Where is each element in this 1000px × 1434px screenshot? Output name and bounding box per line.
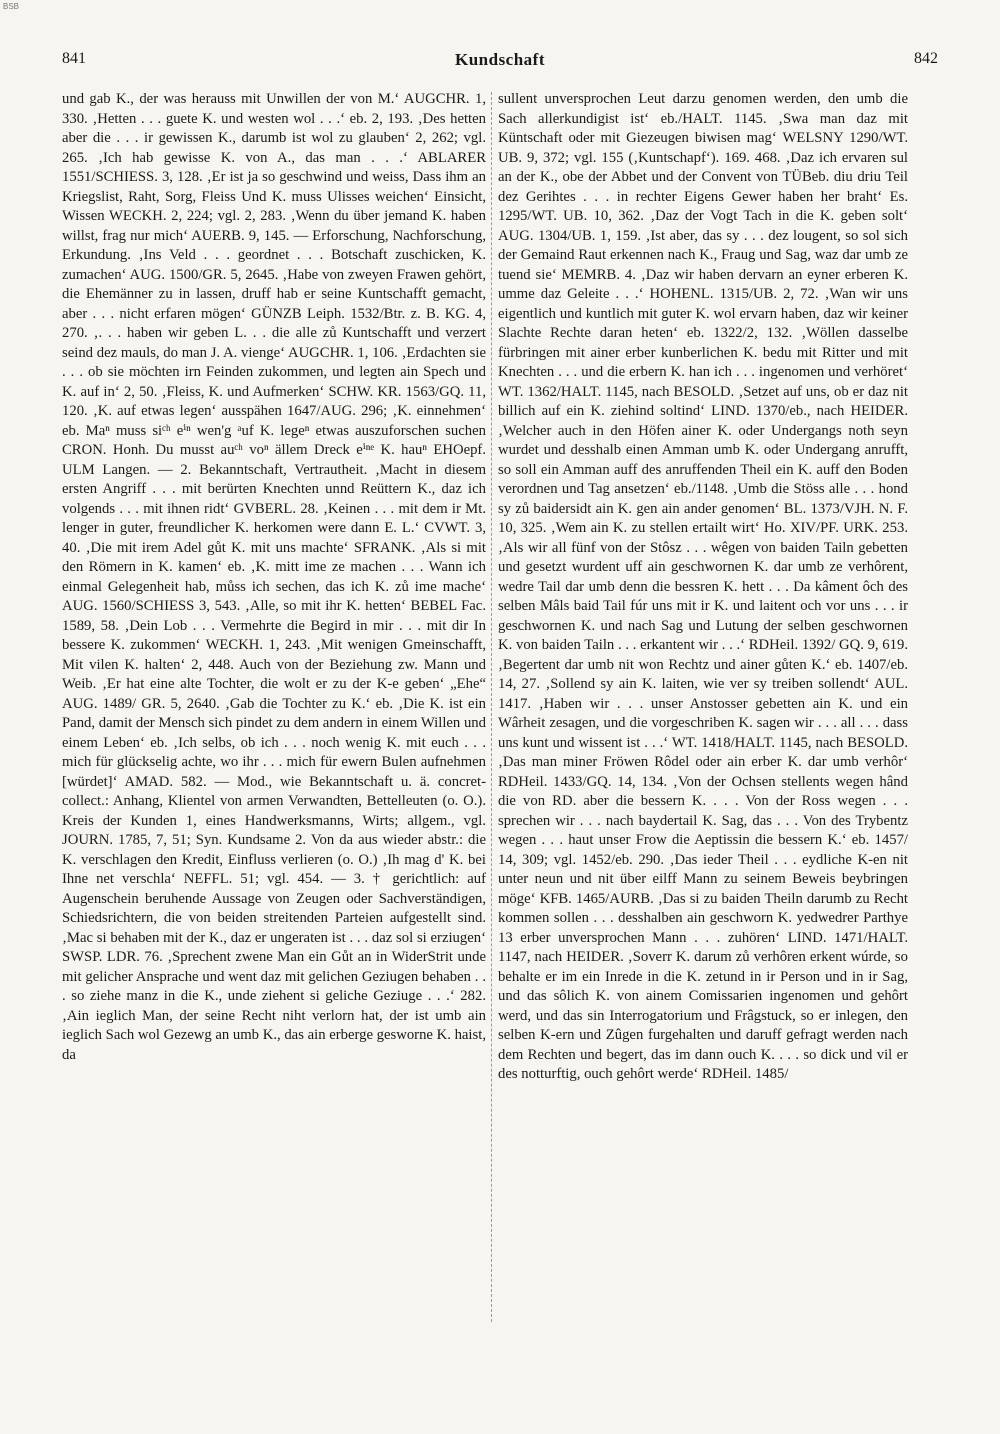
page-number-left: 841 xyxy=(62,50,86,67)
column-divider xyxy=(491,92,492,1322)
right-column-text: sullent unversprochen Leut darzu genomen werden, den umb die Sach allerkundigist ist‘ eb./HALT. 1145. ‚Swa man daz mit Küntschaft oder mit Giezeugen biwisen mag‘ WELSNY 1290/WT. UB. 9, 372; vgl. 155 (‚Kuntschapf‘). 169. 468. ‚Daz ich ervaren sul an der K., obe der Abbet und der Convent von TÜBeb. diu driu Teil dez Gerihtes . . . in rechter Eigens Gewer haben her braht‘ Es. 1295/WT. UB. 10, 362. ‚Daz der Vogt Tach in die K. geben solt‘ AUG. 1304/UB. 1, 159. ‚Ist aber, das sy . . . dez lougent, so sol sich der Gemaind Raut erkennen nach K., Fraug und Sag, waz dar umb ze tuend sie‘ MEMRB. 4. ‚Daz wir haben dervarn an eyner erberen K. umme daz Geleite . . .‘ HOHENL. 1315/UB. 2, 72. ‚Wan wir uns eigentlich und kuntlich mit guter K. wol ervarn haben, daz wir keiner Slachte Rechte daran heten‘ eb. 1322/2, 132. ‚Wöllen dasselbe fürbringen mit ainer erber kunberlichen K. bedu mit Ritter und mit Knechten . . . und die erbern K. han ich . . . ingenomen und verhöret‘ WT. 1362/HALT. 1145, nach BESOLD. ‚Setzet auf uns, ob er daz nit billich auf ein K. ziehind soltind‘ LIND. 1370/eb., nach HEIDER. ‚Welcher auch in den Höfen ainer K. oder Undergangs noth seyn wurdet und desshalb einen Amman umb K. oder Undergang anrufft, so soll ein Amman auff des anruffenden Theil ein K. auff den Boden verordnen und Tag ansetzen‘ eb./1148. ‚Umb die Stöss alle . . . hond sy zů baidersidt ain K. gen ain ander genomen‘ BL. 1373/VJH. N. F. 10, 325. ‚Wem ain K. zu stellen ertailt wirt‘ Ho. XIV/PF. URK. 253. ‚Als wir all fünf von der Stôsz . . . wêgen von baiden Tailn gebetten und gesetzt wurdent uff ain geschwornen K. dar umb ze verhôrent, wedre Tail dar umb denn die bessren K. hett . . . Da kâment ôch des selben Mâls baid Tail fúr uns mit ir K. und laitent och vor uns . . . ir geschwornen K. und nach Sag und Lutung der selben geschwornen K. von baiden Tailn . . . erkantent wir . . .‘ RDHeil. 1392/ GQ. 9, 619. ‚Begertent dar umb nit won Rechtz und ainer gůten K.‘ eb. 1407/eb. 14, 27. ‚Sollend sy ain K. laiten, wie ver sy treiben sollendt‘ AUL. 1417. ‚Haben wir . . . unser Anstosser gebetten ain K. und ein Wârheit zesagen, und die vorgeschriben K. sagen wir . . . all . . . dass uns kunt und wissent ist . . .‘ WT. 1418/HALT. 1145, nach BESOLD. ‚Das man miner Fröwen Rôdel oder ain erber K. dar umb verhôr‘ RDHeil. 1433/GQ. 14, 134. ‚Von der Ochsen stellents wegen hând die von RD. aber die bessern K. . . . Von der Ross wegen . . . sprechen wir . . . nach baydertail K. Sag, das . . . Von des Trybentz wegen . . . haut unser Frow die Aeptissin die bessern K.‘ eb. 1457/ 14, 309; vgl. 1452/eb. 290. ‚Das ieder Theil . . . eydliche K-en nit unter neun und nit über eilff Mann zu seinem Beweis beybringen möge‘ KFB. 1465/AURB. ‚Das si zu baiden Theiln darumb zu Recht kommen sollen . . . desshalben ain geschworn K. yedwedrer Parthye 13 erber unversprochen Mann . . . zuhören‘ LIND. 1471/HALT. 1147, nach HEIDER. ‚Soverr K. darum zů verhôren erkent wúrde, so behalte er im ein Inrede in die K. zetund in ir Person und in ir Sag, und das sôlich K. von ainem Comissarien ingenomen und gehôrt werd, und das sin Interrogatorium und Frâgstuck, so er inlegen, den selben K-ern und Zûgen furgehalten und daruff gefragt werden nach dem Rechten und begert, das im dann ouch K. . . . so dick und vil er des notturftig, ouch gehôrt werde‘ RDHeil. 1485/ xyxy=(498,91,908,1082)
right-column xyxy=(498,90,908,1425)
left-column xyxy=(62,90,486,1425)
library-watermark: BSB xyxy=(3,2,20,11)
page-title: Kundschaft xyxy=(454,50,546,69)
page-header xyxy=(62,50,938,74)
left-column-text: und gab K., der was herauss mit Unwillen der von M.‘ AUGCHR. 1, 330. ‚Hetten . . . guete K. und westen wol . . .‘ eb. 2, 193. ‚Des hetten aber die . . . ir gewissen K., darumb ist wol zu glauben‘ 2, 262; vgl. 265. ‚Ich hab gewisse K. von A., das man . . .‘ ABLARER 1551/SCHIESS. 3, 128. ‚Er ist ja so geschwind und weiss, Dass ihm an Kriegslist, Raht, Sorg, Fleiss Und K. muss Ulisses weichen‘ Einsicht, Wissen WECKH. 2, 224; vgl. 2, 283. ‚Wenn du über jemand K. haben willst, frag nur mich‘ AUERB. 9, 145. — Erforschung, Nachforschung, Erkundung. ‚Ins Veld . . . geordnet . . . Botschaft zuschicken, K. zumachen‘ AUG. 1500/GR. 5, 2645. ‚Habe von zweyen Frawen gehört, die Ehemänner zu in lassen, druff hab er seine Kuntschafft gemacht, aber . . . nicht erfaren mögen‘ GÜNZB Leiph. 1532/Btr. z. B. KG. 4, 270. ‚. . . haben wir geben L. . . die alle zů Kuntschafft und verzert seind dez mauls, do man J. A. vienge‘ AUGCHR. 1, 106. ‚Erdachten sie . . . ob sie möchten irn Feinden zukommen, und legten ain Spech und K. auf in‘ 2, 50. ‚Fleiss, K. und Aufmerken‘ SCHW. KR. 1563/GQ. 11, 120. ‚K. auf etwas legen‘ ausspähen 1647/AUG. 296; ‚K. einnehmen‘ eb. Maⁿ muss siᶜʰ eⁱⁿ wen'g ᵃuf K. legeⁿ etwas auszuforschen suchen CRON. Honh. Du musst auᶜʰ voⁿ ällem Dreck eⁱⁿᵉ K. hauⁿ EHOepf. ULM Langen. — 2. Bekanntschaft, Vertrautheit. ‚Macht in diesem ersten Angriff . . . mit berürten Knechten unnd Reüttern K., daz ich volgends . . . mit ihnen ridt‘ GVBERL. 28. ‚Keinen . . . mit dem ir Mt. lenger in guter, freundlicher K. herkomen were dann E. L.‘ CVWT. 3, 40. ‚Die mit irem Adel gůt K. mit uns machte‘ SFRANK. ‚Als si mit den Römern in K. kamen‘ eb. ‚K. mitt ime ze machen . . . Wann ich einmal Gelegenheit hab, můss ich sechen, das ich K. zů ime mache‘ AUG. 1560/SCHIESS 3, 543. ‚Alle, so mit ihr K. hetten‘ BEBEL Fac. 1589, 58. ‚Dein Lob . . . Vermehrte die Begird in mir . . . mit dir In bessere K. zukommen‘ WECKH. 1, 243. ‚Mit wenigen Gmeinschafft, Mit vilen K. halten‘ 2, 448. Auch von der Beziehung zw. Mann und Weib. ‚Er hat eine alte Tochter, die wolt er zu der K-e geben‘ „Ehe“ AUG. 1489/ GR. 5, 2640. ‚Gab die Tochter zu K.‘ eb. ‚Die K. ist ein Pand, damit der Mensch sich pindet zu dem andern in einem Willen und einem Leben‘ eb. ‚Ich selbs, ob ich . . . noch wenig K. mit euch . . . mich für glückselig achte, wo ihr . . . mich für ewern Bulen aufnehmen [würdet]‘ AMAD. 582. — Mod., wie Bekanntschaft u. ä. concret-collect.: Anhang, Klientel von armen Verwandten, Bettelleuten (o. O.). Kreis der Kunden 1, eines Handwerksmanns, Wirts; allgem., vgl. JOURN. 1785, 7, 51; Syn. Kundsame 2. Von da aus wieder abstr.: die K. verschlagen den Kredit, Einfluss verlieren (o. O.) ‚Ih mag d' K. bei Ihne net verschla‘ NEFFL. 51; vgl. 454. — 3. † gerichtlich: auf Augenschein beruhende Aussage von Zeugen oder Sachverständigen, Schiedsrichtern, die von beiden streitenden Parteien aufgestellt sind. ‚Mac si behaben mit der K., daz er ungeraten ist . . . daz sol si erziugen‘ SWSP. LDR. 76. ‚Sprechent zwene Man ein Gůt an in WiderStrit unde mit gelicher Ansprache und went daz mit gelichen Geziugen behaben . . . so ziehe manz in die K., unde ziehent si geliche Geziuge . . .‘ 282. ‚Ain ieglich Man, der seine Recht niht verlorn hat, der ist umb ain ieglich Sach wol Gezewg an umb K., das ain erberge gesworne K. haist, da xyxy=(62,91,486,1063)
page-number-right: 842 xyxy=(914,50,938,67)
